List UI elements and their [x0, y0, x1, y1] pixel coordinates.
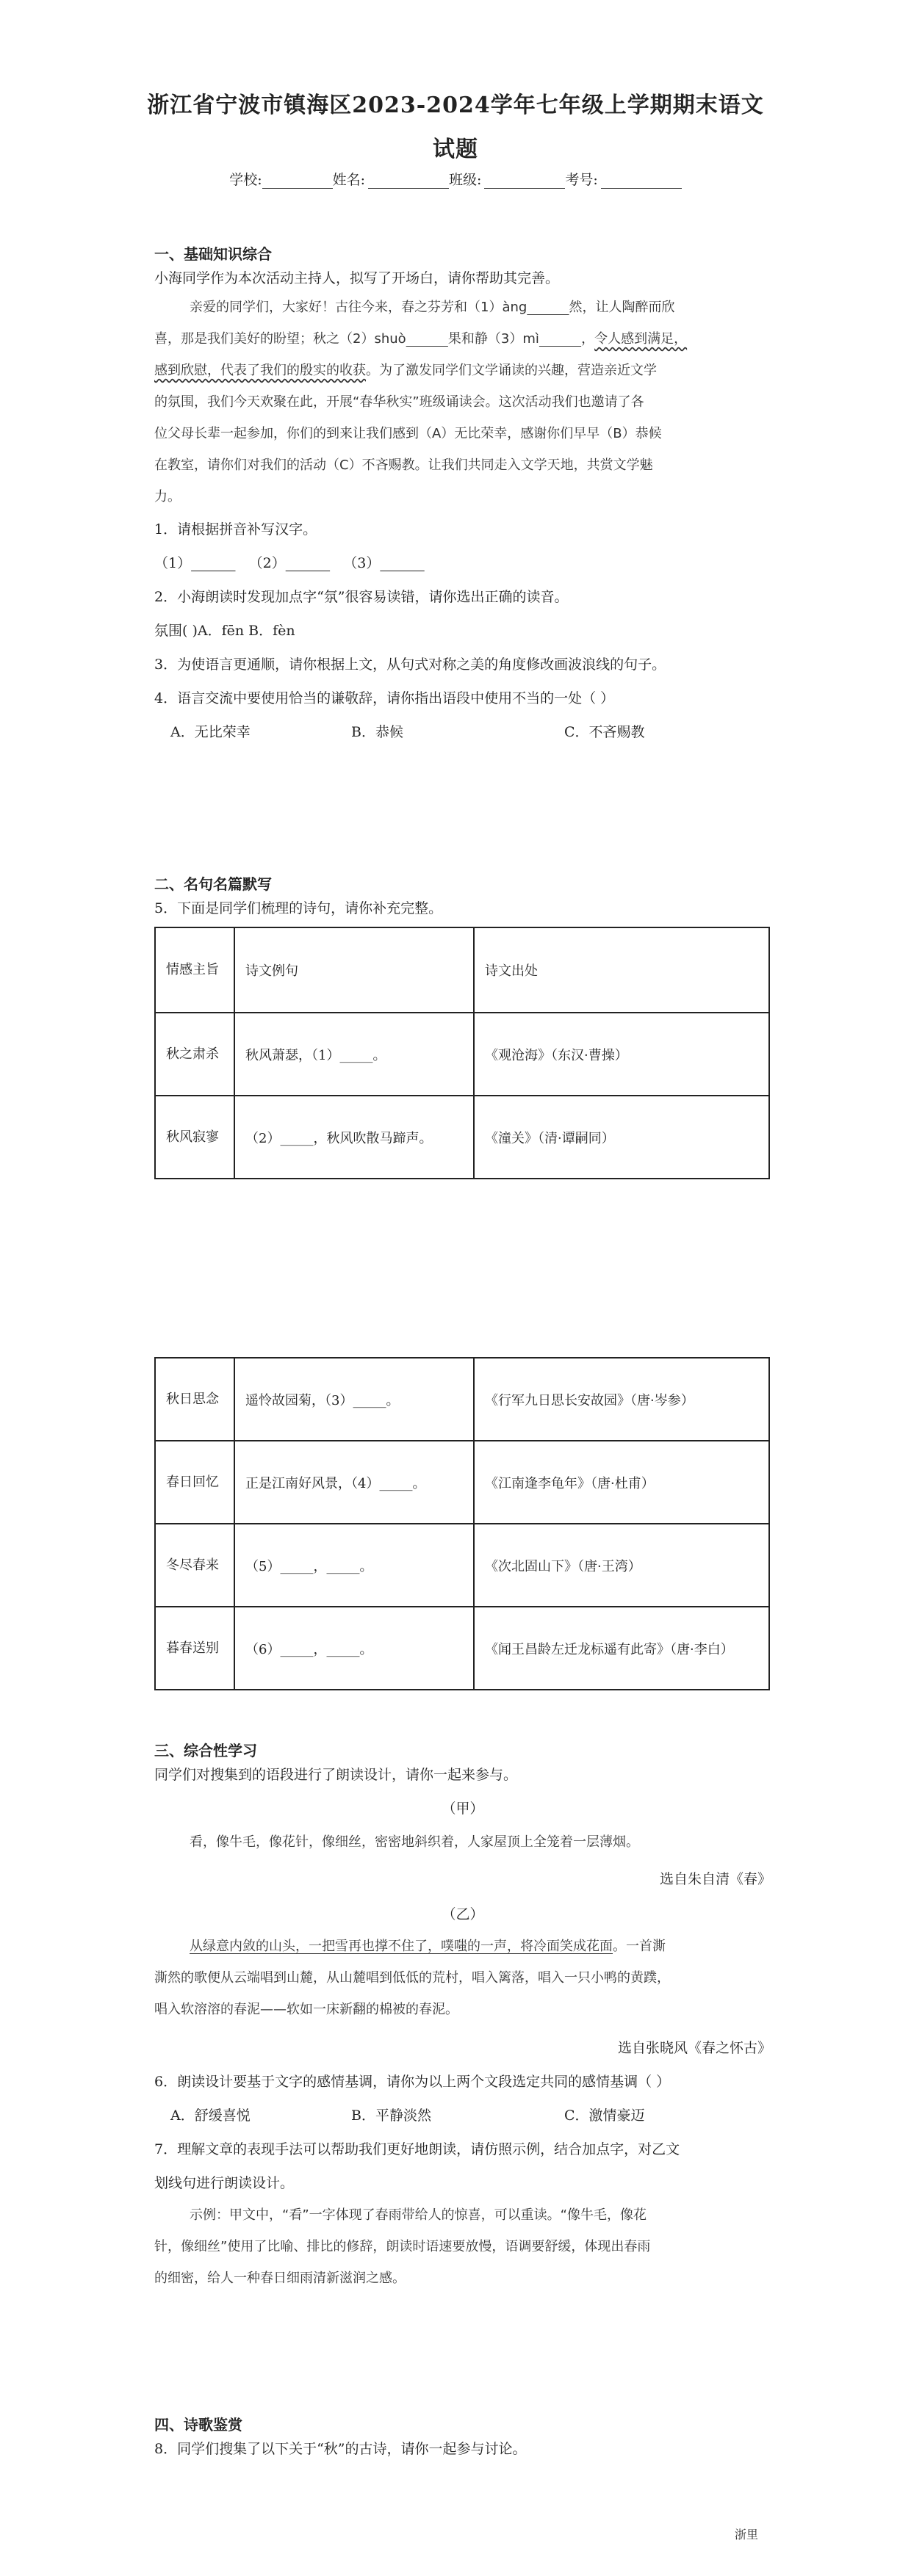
name-blank[interactable]	[368, 175, 449, 189]
section1-heading: 一、基础知识综合	[154, 245, 272, 263]
underlined-sentence: 从绿意内敛的山头，一把雪再也撑不住了，噗嗤的一声，将冷面笑成花面	[190, 1939, 613, 1954]
question-4-option-b[interactable]: B．恭候	[351, 724, 403, 740]
passage-yi-line3: 唱入软溶溶的春泥——软如一床新翻的棉被的春泥。	[154, 2002, 458, 2017]
passage-yi-label: （乙）	[442, 1906, 484, 1922]
table-row: 秋之肃杀 秋风萧瑟，（1）_____。 《观沧海》（东汉·曹操）	[155, 1013, 769, 1096]
student-info-line	[0, 169, 911, 189]
exam-title-line2: 试题	[433, 137, 478, 162]
poem-table-part1	[154, 927, 770, 1179]
question-7-line1: 7．理解文章的表现手法可以帮助我们更好地朗读，请仿照示例，结合加点字，对乙文	[154, 2141, 680, 2157]
school-label: 学校:	[229, 172, 262, 188]
school-blank[interactable]	[262, 175, 333, 189]
question-8: 8．同学们搜集了以下关于“秋”的古诗，请你一起参与讨论。	[154, 2441, 527, 2457]
header-line: 诗文例句	[234, 927, 474, 1013]
question-2-options: 氛围( )A．fēn B．fèn	[154, 623, 295, 639]
passage-line1: 亲爱的同学们，大家好！古往今来，春之芬芳和（1）àng 然，让人陶醉而欣	[190, 300, 675, 315]
blank-3[interactable]	[380, 555, 424, 571]
passage-yi-source: 选自张晓风《春之怀古》	[617, 2040, 771, 2056]
question-7-line2: 划线句进行朗读设计。	[154, 2175, 295, 2191]
passage-jia-text: 看，像牛毛，像花针，像细丝，密密地斜织着，人家屋顶上全笼着一层薄烟。	[190, 1834, 639, 1850]
question-4-option-c[interactable]: C．不吝赐教	[564, 724, 645, 740]
example-line2: 针，像细丝”使用了比喻、排比的修辞，朗读时语速要放慢，语调要舒缓，体现出春雨	[154, 2239, 651, 2254]
header-source: 诗文出处	[474, 927, 769, 1013]
section2-heading: 二、名句名篇默写	[154, 875, 272, 893]
wavy-sentence-part1: 令人感到满足，	[594, 331, 688, 347]
question-6-option-a[interactable]: A．舒缓喜悦	[170, 2108, 251, 2124]
passage-line4: 的氛围，我们今天欢聚在此，开展“春华秋实”班级诵读会。这次活动我们也邀请了各	[154, 394, 644, 410]
section1-intro: 小海同学作为本次活动主持人，拟写了开场白，请你帮助其完善。	[154, 270, 560, 286]
question-1: 1．请根据拼音补写汉字。	[154, 521, 317, 538]
exam-title-line1: 浙江省宁波市镇海区2023-2024学年七年级上学期期末语文	[147, 93, 764, 118]
passage-line3: 感到欣慰，代表了我们的殷实的收获。为了激发同学们文学诵读的兴趣，营造亲近文学	[154, 363, 657, 378]
question-2: 2．小海朗读时发现加点字“氛”很容易读错，请你选出正确的读音。	[154, 589, 569, 605]
class-label: 班级:	[449, 172, 482, 188]
question-3: 3．为使语言更通顺，请你根据上文，从句式对称之美的角度修改画波浪线的句子。	[154, 656, 666, 673]
table-header-row	[155, 927, 769, 1013]
section3-intro: 同学们对搜集到的语段进行了朗读设计，请你一起来参与。	[154, 1767, 518, 1783]
question-4-option-a[interactable]: A．无比荣幸	[170, 724, 251, 740]
number-blank[interactable]	[601, 175, 682, 189]
question-6: 6．朗读设计要基于文字的感情基调，请你为以上两个文段选定共同的感情基调（ ）	[154, 2074, 671, 2090]
passage-line6: 在教室，请你们对我们的活动（C）不吝赐教。让我们共同走入文学天地，共赏文学魅	[154, 457, 653, 473]
passage-yi-line2: 澌然的歌便从云端唱到山麓，从山麓唱到低低的荒村，唱入篱落，唱入一只小鸭的黄蹼，	[154, 1970, 670, 1986]
example-line3: 的细密，给人一种春日细雨清新滋润之感。	[154, 2271, 406, 2286]
blank-2[interactable]	[286, 555, 330, 571]
table-row: 暮春送别 （6）_____，_____。 《闻王昌龄左迁龙标遥有此寄》（唐·李白）	[155, 1607, 769, 1690]
example-line1: 示例：甲文中，“看”一字体现了春雨带给人的惊喜，可以重读。“像牛毛，像花	[190, 2207, 647, 2223]
number-label: 考号:	[565, 172, 598, 188]
header-theme: 情感主旨	[155, 927, 234, 1013]
table-row: 秋日思念 遥怜故园菊，（3）_____。 《行军九日思长安故园》（唐·岑参）	[155, 1358, 769, 1441]
blank-1[interactable]	[191, 555, 235, 571]
table-row: 秋风寂寥 （2）_____，秋风吹散马蹄声。 《潼关》（清·谭嗣同）	[155, 1096, 769, 1179]
passage-line5: 位父母长辈一起参加，你们的到来让我们感到（A）无比荣幸，感谢你们早早（B）恭候	[154, 426, 662, 441]
table-row: 冬尽春来 （5）_____，_____。 《次北固山下》（唐·王湾）	[155, 1524, 769, 1607]
question-4: 4．语言交流中要使用恰当的谦敬辞，请你指出语段中使用不当的一处（ ）	[154, 690, 615, 706]
wavy-sentence-part2: 感到欣慰，代表了我们的殷实的收获	[154, 363, 366, 378]
question-1-blanks: （1） （2） （3）	[154, 555, 771, 571]
class-blank[interactable]	[484, 175, 565, 189]
footer-mark: 浙里	[735, 2528, 759, 2541]
passage-line2: 喜，那是我们美好的盼望；秋之（2）shuò 果和静（3）mì ，令人感到满足，	[154, 331, 688, 347]
name-label: 姓名:	[332, 172, 365, 188]
question-6-option-c[interactable]: C．激情豪迈	[564, 2108, 645, 2124]
question-5: 5．下面是同学们梳理的诗句，请你补充完整。	[154, 900, 443, 916]
poem-table-part2	[154, 1357, 770, 1690]
passage-yi-line1: 从绿意内敛的山头，一把雪再也撑不住了，噗嗤的一声，将冷面笑成花面。一首澌	[190, 1939, 666, 1954]
section3-heading: 三、综合性学习	[154, 1742, 257, 1759]
question-6-option-b[interactable]: B．平静淡然	[351, 2108, 431, 2124]
table-row: 春日回忆 正是江南好风景，（4）_____。 《江南逢李龟年》（唐·杜甫）	[155, 1441, 769, 1524]
passage-jia-source: 选自朱自清《春》	[659, 1871, 771, 1887]
passage-line7: 力。	[154, 489, 181, 504]
section4-heading: 四、诗歌鉴赏	[154, 2416, 242, 2434]
passage-jia-label: （甲）	[442, 1801, 484, 1817]
